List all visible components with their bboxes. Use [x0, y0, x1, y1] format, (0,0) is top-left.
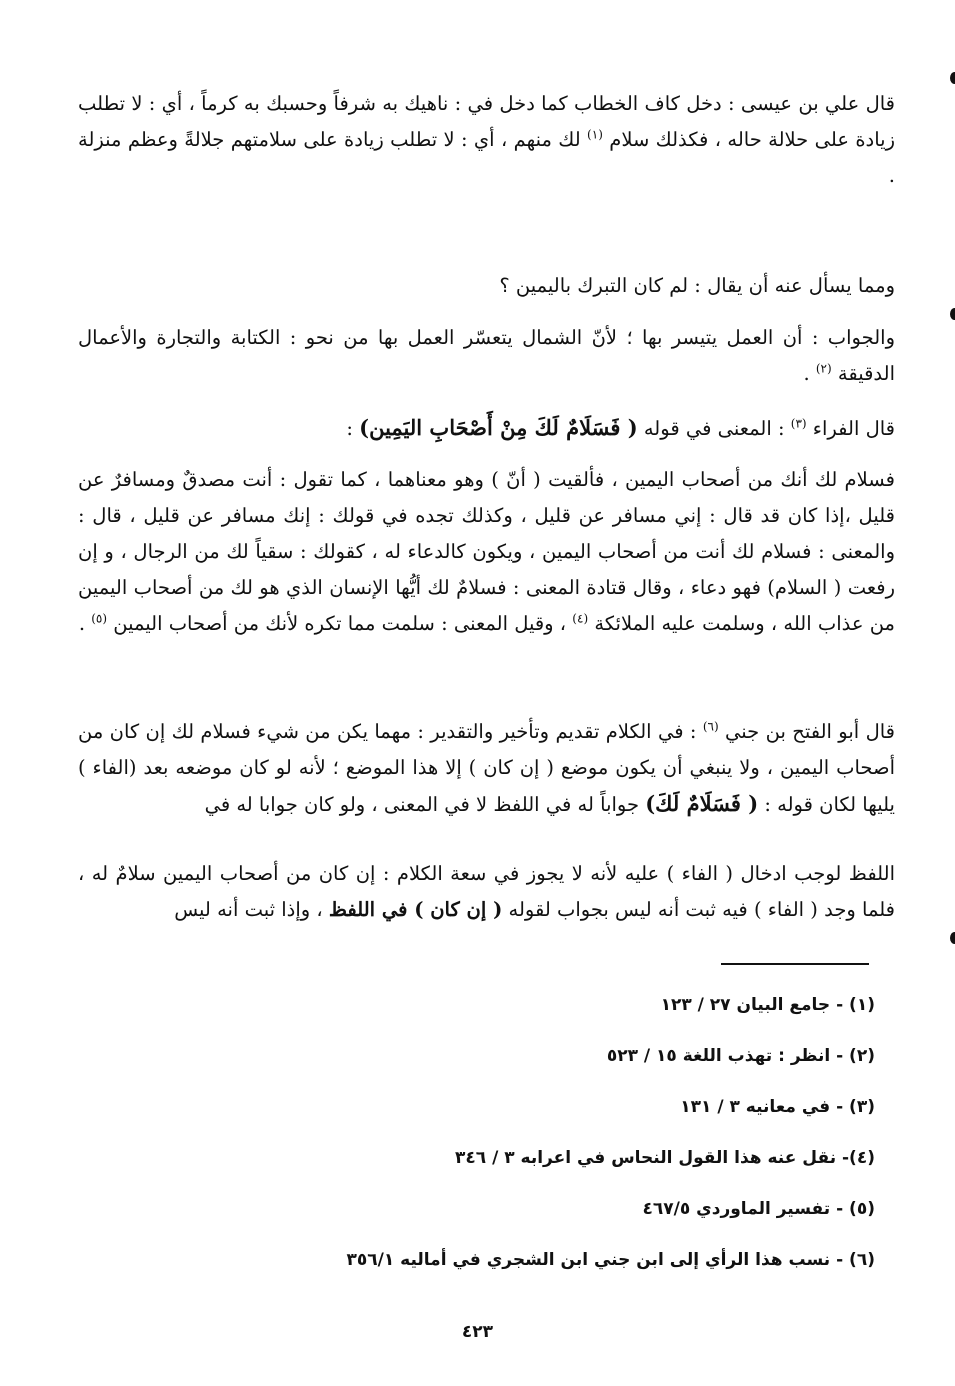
- footnote-item: (٣) - في معانيه ٣ / ١٣١: [680, 1097, 875, 1117]
- text-run: ومما يسأل عنه أن يقال : لم كان التبرك باليمين ؟: [499, 274, 895, 297]
- text-run: .: [803, 362, 810, 385]
- text-run: فسلام لك أنك من أصحاب اليمين ، فألقيت ( أنّ ) وهو معناهما ، كما تقول : أنت مصدقٌ ومسافرٌ عن قليل ،إذا كان قد قال : إني مسافر عن قليل ، وكذلك تجده في قولك : إنك مسافر عن قليل ، قال : والمعنى : فسلام لك أنت من أصحاب اليمين ، ويكون كالدعاء له ، كقولك : سقياً لك من الرجال ، و إن رفعت ( السلام) فهو دعاء ، وقال قتادة المعنى : فسلامٌ لك أيُّها الإنسان الذي هو لك من أصحاب اليمين من عذاب الله ، وسلمت عليه الملائكة: [78, 468, 895, 635]
- text-run: ، وقيل المعنى : سلمت مما تكره لأنك من أصحاب اليمين: [113, 612, 567, 635]
- binder-hole-mark: [950, 72, 955, 84]
- footnote-ref: (٢): [815, 361, 832, 376]
- quran-verse: ( فَسَلَامٌ لَكَ): [645, 791, 759, 816]
- paragraph-2: [78, 268, 895, 304]
- footnote-ref: (٣): [790, 416, 807, 431]
- text-run: : المعنى في قوله: [643, 417, 785, 440]
- text-run: قال الفراء: [812, 417, 895, 440]
- text-run: قال علي بن عيسى : دخل كاف الخطاب كما دخل في : ناهيك به شرفاً وحسبك به كرماً ، أي : لا تطلب زيادة على حلالة حاله ، فكذلك سلام: [78, 92, 896, 151]
- text-run: :: [346, 417, 353, 440]
- binder-hole-mark: [950, 308, 955, 320]
- footnote-ref: (٥): [91, 611, 108, 626]
- binder-hole-mark: [950, 932, 955, 944]
- footnotes-list: [75, 980, 875, 1286]
- page-number: ٤٢٣: [461, 1322, 494, 1342]
- text-run: ، وإذا ثبت أنه ليس: [174, 898, 323, 921]
- footnote-divider: [721, 963, 869, 965]
- footnote-ref: (١): [587, 127, 603, 142]
- text-run: جواباً له في اللفظ لا في المعنى ، ولو كان جوابا له في: [204, 793, 640, 816]
- quran-verse: ( فَسَلَامٌ لَكَ مِنْ أَصْحَابِ اليَمِين): [359, 415, 638, 440]
- text-run: والجواب : أن العمل يتيسر بها ؛ لأنّ الشمال يتعسّر العمل بها من نحو : الكتابة والتجارة والأعمال الدقيقة: [78, 326, 895, 385]
- text-run: .: [78, 612, 86, 635]
- footnote-item: (٥) - تفسير الماوردي ٤٦٧/٥: [642, 1199, 875, 1219]
- paragraph-7: [78, 856, 895, 928]
- footnote-ref: (٤): [572, 611, 589, 626]
- emphasized-text: ( إن كان ) في اللفظ: [328, 898, 503, 921]
- paragraph-3: [78, 320, 895, 392]
- paragraph-5: [78, 462, 895, 642]
- footnote-item: (١) - جامع البيان ٢٧ / ١٢٣: [660, 995, 875, 1015]
- text-run: : في الكلام تقديم وتأخير والتقدير : مهما يكن من شيء فسلام لك إن كان من أصحاب اليمين ، ولا ينبغي أن يكون موضع ( إن كان ) إلا هذا الموضع ؛ لأنه لو كان موضعه بعد (الفاء ) يليها لكان قوله :: [78, 720, 895, 816]
- text-run: قال أبو الفتح بن جني: [725, 720, 896, 743]
- footnote-ref: (٦): [702, 719, 719, 734]
- paragraph-1: [78, 86, 895, 194]
- footnote-item: (٦) - نسب هذا الرأي إلى ابن جني ابن الشجري في أماليه ٣٥٦/١: [346, 1250, 875, 1270]
- footnote-item: (٢) - انظر : تهذب اللغة ١٥ / ٥٢٣: [606, 1046, 875, 1066]
- footnote-item: (٤)- نقل عنه هذا القول النحاس في اعرابه ٣ / ٣٤٦: [455, 1148, 875, 1168]
- paragraph-6: [78, 714, 895, 823]
- text-run: لك منهم ، أي : لا تطلب زيادة على سلامتهم جلالةً وعظم منزلة .: [78, 128, 895, 187]
- paragraph-4: [78, 410, 895, 447]
- text-run: اللفظ لوجب ادخال ( الفاء ) عليه لأنه لا يجوز في سعة الكلام : إن كان من أصحاب اليمين سلامٌ له ، فلما وجد ( الفاء ) فيه ثبت أنه ليس بجواب لقوله: [78, 862, 895, 921]
